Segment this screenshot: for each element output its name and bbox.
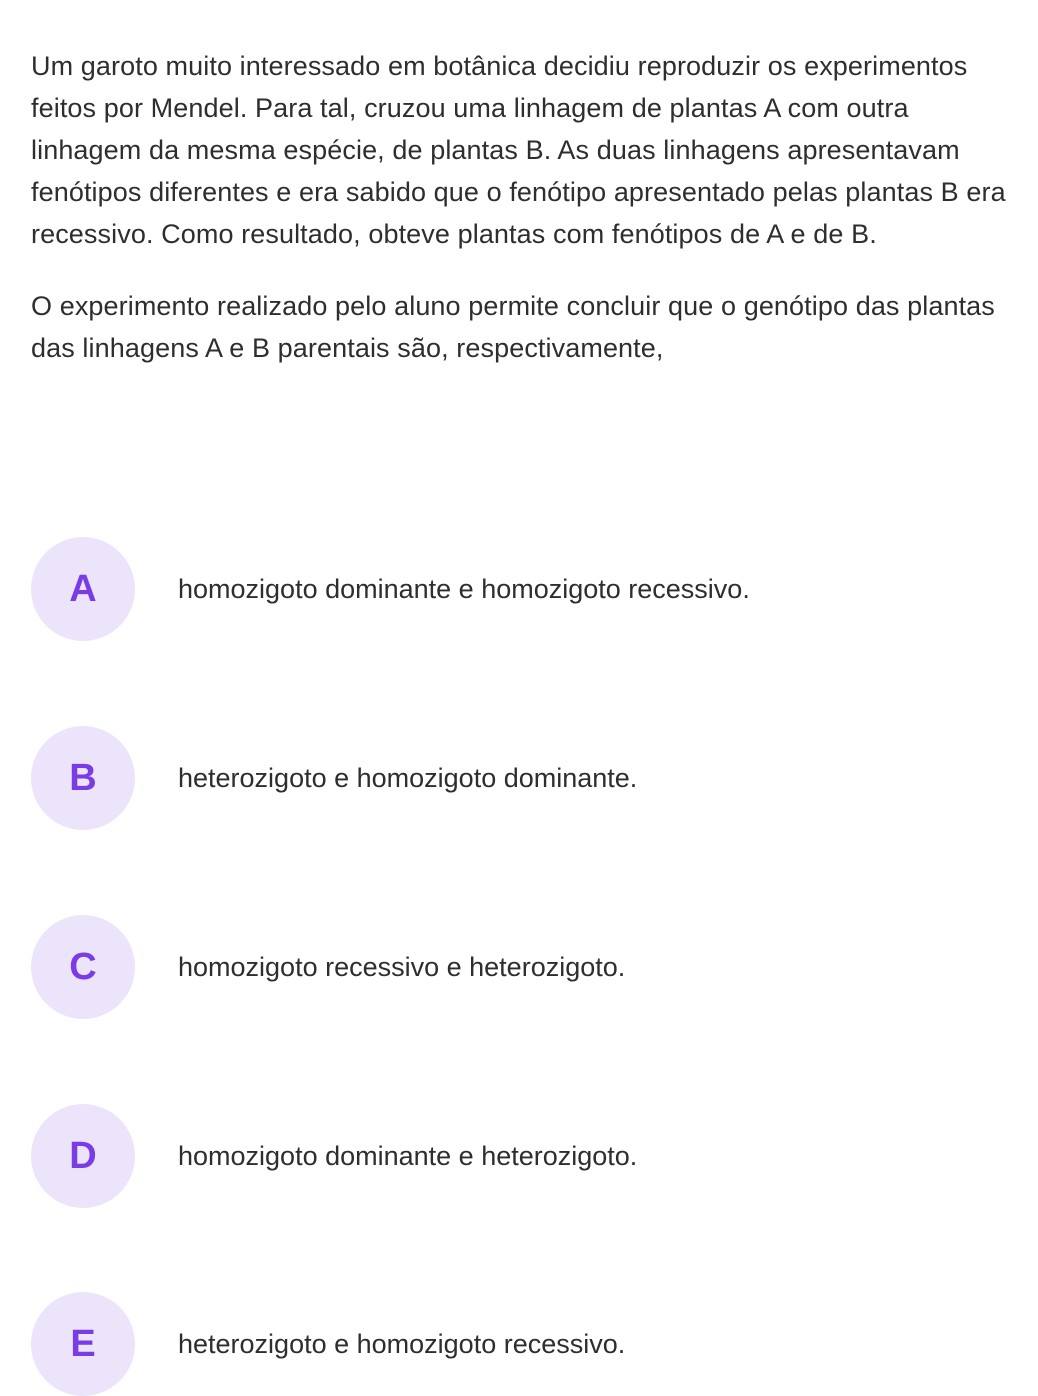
question-stem bbox=[31, 45, 1021, 369]
option-d-letter-badge bbox=[31, 1104, 135, 1208]
option-d-text: homozigoto dominante e heterozigoto. bbox=[178, 1141, 638, 1171]
option-e-letter-badge bbox=[31, 1292, 135, 1396]
option-b-letter: B bbox=[69, 757, 97, 799]
option-e-letter: E bbox=[70, 1323, 96, 1365]
option-a[interactable] bbox=[31, 537, 1011, 641]
option-e[interactable] bbox=[31, 1292, 1011, 1396]
option-c-letter: C bbox=[69, 946, 97, 988]
option-b-text: heterozigoto e homozigoto dominante. bbox=[178, 763, 638, 793]
option-a-letter-badge bbox=[31, 537, 135, 641]
option-a-letter: A bbox=[69, 568, 97, 610]
option-e-text: heterozigoto e homozigoto recessivo. bbox=[178, 1329, 626, 1359]
option-b[interactable] bbox=[31, 726, 1011, 830]
option-d-letter: D bbox=[69, 1135, 97, 1177]
option-c[interactable] bbox=[31, 915, 1011, 1019]
option-c-text: homozigoto recessivo e heterozigoto. bbox=[178, 952, 626, 982]
option-d[interactable] bbox=[31, 1104, 1011, 1208]
question-paragraph-1: Um garoto muito interessado em botânica decidiu reproduzir os experimentos feitos por Mendel. Para tal, cruzou uma linhagem de plantas A com outra linhagem da mesma espécie, de plantas B. As duas linhagens apresentavam fenótipos diferentes e era sabido que o fenótipo apresentado pelas plantas B era recessivo. Como resultado, obteve plantas com fenótipos de A e de B. bbox=[31, 51, 1006, 249]
option-b-letter-badge bbox=[31, 726, 135, 830]
option-c-letter-badge bbox=[31, 915, 135, 1019]
option-a-text: homozigoto dominante e homozigoto recessivo. bbox=[178, 574, 750, 604]
question-paragraph-2: O experimento realizado pelo aluno permite concluir que o genótipo das plantas das linhagens A e B parentais são, respectivamente, bbox=[31, 291, 995, 363]
